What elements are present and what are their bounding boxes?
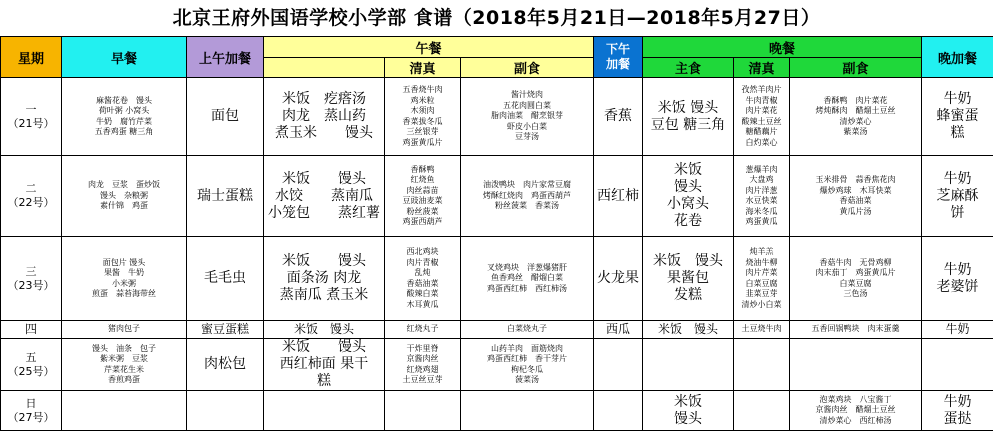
menu-table [0, 36, 993, 431]
night-snack-cell [922, 339, 993, 391]
dinner-staple-cell: 米饭 馒头 果酱包 发糕 [643, 237, 734, 321]
lunch-staple-cell: 米饭 馒头 面条汤 肉龙 蒸南瓜 煮玉米 [264, 237, 385, 321]
lunch-side-cell [461, 391, 594, 431]
dinner-halal-cell [734, 339, 790, 391]
dinner-side-cell: 五香回锅鸭块 肉末蛋羹 [790, 321, 922, 339]
header-lunch-staple [264, 58, 385, 78]
afternoon-snack-cell [594, 391, 643, 431]
header-morning-snack: 上午加餐 [187, 37, 264, 78]
lunch-halal-cell: 西北鸡块 肉片青椒 乱炖 香菇油菜 酸辣白菜 木耳黄瓜 [385, 237, 461, 321]
lunch-side-cell: 山药羊肉 面筋烧肉 鸡蛋西红柿 香干芽片 枸杞冬瓜 菠菜汤 [461, 339, 594, 391]
dinner-staple-cell [643, 339, 734, 391]
afternoon-snack-cell: 西瓜 [594, 321, 643, 339]
header-dinner-staple: 主食 [643, 58, 734, 78]
header-dinner-side: 副食 [790, 58, 922, 78]
lunch-side-cell: 油泼鸭块 肉片家常豆腐 烤酥红烧肉 鸡蛋西葫芦 粉丝菠菜 香菜汤 [461, 156, 594, 237]
header-dinner-halal: 清真 [734, 58, 790, 78]
afternoon-snack-cell: 火龙果 [594, 237, 643, 321]
morning-snack-cell: 面包 [187, 78, 264, 156]
header-lunch: 午餐 [264, 37, 594, 58]
breakfast-cell: 猪肉包子 [62, 321, 187, 339]
day-cell: 四 [1, 321, 62, 339]
dinner-side-cell: 香酥鸭 肉片菜花 烤炖酥肉 醋熘土豆丝 清炒菜心 紫菜汤 [790, 78, 922, 156]
afternoon-snack-cell: 香蕉 [594, 78, 643, 156]
dinner-halal-cell: 孜然羊肉片 牛肉青椒 肉片菜花 酸辣土豆丝 糖醋藕片 白灼菜心 [734, 78, 790, 156]
dinner-halal-cell: 葱爆羊肉 大盘鸡 肉片洋葱 水豆快菜 海米冬瓜 鸡蛋黄瓜 [734, 156, 790, 237]
page-title: 北京王府外国语学校小学部 食谱（2018年5月21日—2018年5月27日） [0, 0, 993, 36]
night-snack-cell: 牛奶 [922, 321, 993, 339]
night-snack-cell: 牛奶 芝麻酥 饼 [922, 156, 993, 237]
table-row [1, 321, 993, 339]
lunch-staple-cell: 米饭 疙瘩汤 肉龙 蒸山药 煮玉米 馒头 [264, 78, 385, 156]
lunch-side-cell: 叉烧鸡块 洋葱爆猪肝 鱼香鸡丝 醋熘白菜 鸡蛋西红柿 西红柿汤 [461, 237, 594, 321]
lunch-halal-cell: 红烧丸子 [385, 321, 461, 339]
morning-snack-cell: 肉松包 [187, 339, 264, 391]
header-day: 星期 [1, 37, 62, 78]
dinner-staple-cell: 米饭 馒头 豆包 糖三角 [643, 78, 734, 156]
lunch-side-cell: 白菜烧丸子 [461, 321, 594, 339]
header-lunch-side: 副食 [461, 58, 594, 78]
dinner-side-cell: 香菇牛肉 无骨鸡柳 肉末茄丁 鸡蛋黄瓜片 白菜豆腐 三色汤 [790, 237, 922, 321]
lunch-halal-cell: 香酥鸭 红烧鱼 肉丝蒜苗 豆豉油麦菜 粉丝菠菜 鸡蛋西葫芦 [385, 156, 461, 237]
lunch-halal-cell: 干炸里脊 京酱肉丝 红烧鸡翅 土豆丝豆芽 [385, 339, 461, 391]
lunch-halal-cell: 五香烧牛肉 鸡米粒 木须肉 香菜拔冬瓜 三丝银芽 鸡蛋黄瓜片 [385, 78, 461, 156]
afternoon-snack-cell [594, 339, 643, 391]
header-dinner: 晚餐 [643, 37, 922, 58]
dinner-staple-cell: 米饭 馒头 [643, 321, 734, 339]
dinner-side-cell: 玉米排骨 蒜香焦花肉 爆炒鸡球 木耳快菜 香菇油菜 黄瓜片汤 [790, 156, 922, 237]
header-night-snack: 晚加餐 [922, 37, 993, 78]
table-row [1, 237, 993, 321]
breakfast-cell [62, 391, 187, 431]
lunch-side-cell: 酱汁烧肉 五花肉圆白菜 脂肉油菜 醋烹银芽 虾皮小白菜 豆芽汤 [461, 78, 594, 156]
afternoon-snack-cell: 西红柿 [594, 156, 643, 237]
night-snack-cell: 牛奶 老婆饼 [922, 237, 993, 321]
lunch-staple-cell: 米饭 馒头 [264, 321, 385, 339]
header-afternoon-snack: 下午 加餐 [594, 37, 643, 78]
day-cell: 三 （23号） [1, 237, 62, 321]
lunch-halal-cell [385, 391, 461, 431]
morning-snack-cell: 蜜豆蛋糕 [187, 321, 264, 339]
lunch-staple-cell [264, 391, 385, 431]
header-lunch-halal: 清真 [385, 58, 461, 78]
day-cell: 一 （21号） [1, 78, 62, 156]
table-row [1, 339, 993, 391]
lunch-staple-cell: 米饭 馒头 水饺 蒸南瓜 小笼包 蒸红薯 [264, 156, 385, 237]
breakfast-cell: 面包片 馒头 果酱 牛奶 小米粥 煎蛋 蒜苔海带丝 [62, 237, 187, 321]
table-row [1, 391, 993, 431]
table-row [1, 156, 993, 237]
morning-snack-cell: 毛毛虫 [187, 237, 264, 321]
night-snack-cell: 牛奶 蜂蜜蛋 糕 [922, 78, 993, 156]
breakfast-cell: 馒头 油条 包子 紫米粥 豆浆 芹菜花生米 香煎鸡蛋 [62, 339, 187, 391]
dinner-halal-cell [734, 391, 790, 431]
breakfast-cell: 麻酱花卷 馒头 荷叶粥 小窝头 牛奶 腐竹芹菜 五香鸡蛋 糖三角 [62, 78, 187, 156]
header-breakfast: 早餐 [62, 37, 187, 78]
morning-snack-cell [187, 391, 264, 431]
table-row [1, 78, 993, 156]
dinner-halal-cell: 土豆烧牛肉 [734, 321, 790, 339]
dinner-side-cell: 泡菜鸡块 八宝酱丁 京酱肉丝 醋熘土豆丝 清炒菜心 西红柿汤 [790, 391, 922, 431]
day-cell: 二 （22号） [1, 156, 62, 237]
dinner-halal-cell: 炖羊羔 烧油牛柳 肉片芹菜 白菜豆腐 韭菜豆芽 清炒小白菜 [734, 237, 790, 321]
day-cell: 五 （25号） [1, 339, 62, 391]
dinner-staple-cell: 米饭 馒头 小窝头 花卷 [643, 156, 734, 237]
day-cell: 日 （27号） [1, 391, 62, 431]
morning-snack-cell: 瑞士蛋糕 [187, 156, 264, 237]
dinner-staple-cell: 米饭 馒头 [643, 391, 734, 431]
night-snack-cell: 牛奶 蛋挞 [922, 391, 993, 431]
breakfast-cell: 肉龙 豆浆 蛋炒饭 馒头 杂粮粥 素什锦 鸡蛋 [62, 156, 187, 237]
lunch-staple-cell: 米饭 馒头 西红柿面 果干 糕 [264, 339, 385, 391]
dinner-side-cell [790, 339, 922, 391]
